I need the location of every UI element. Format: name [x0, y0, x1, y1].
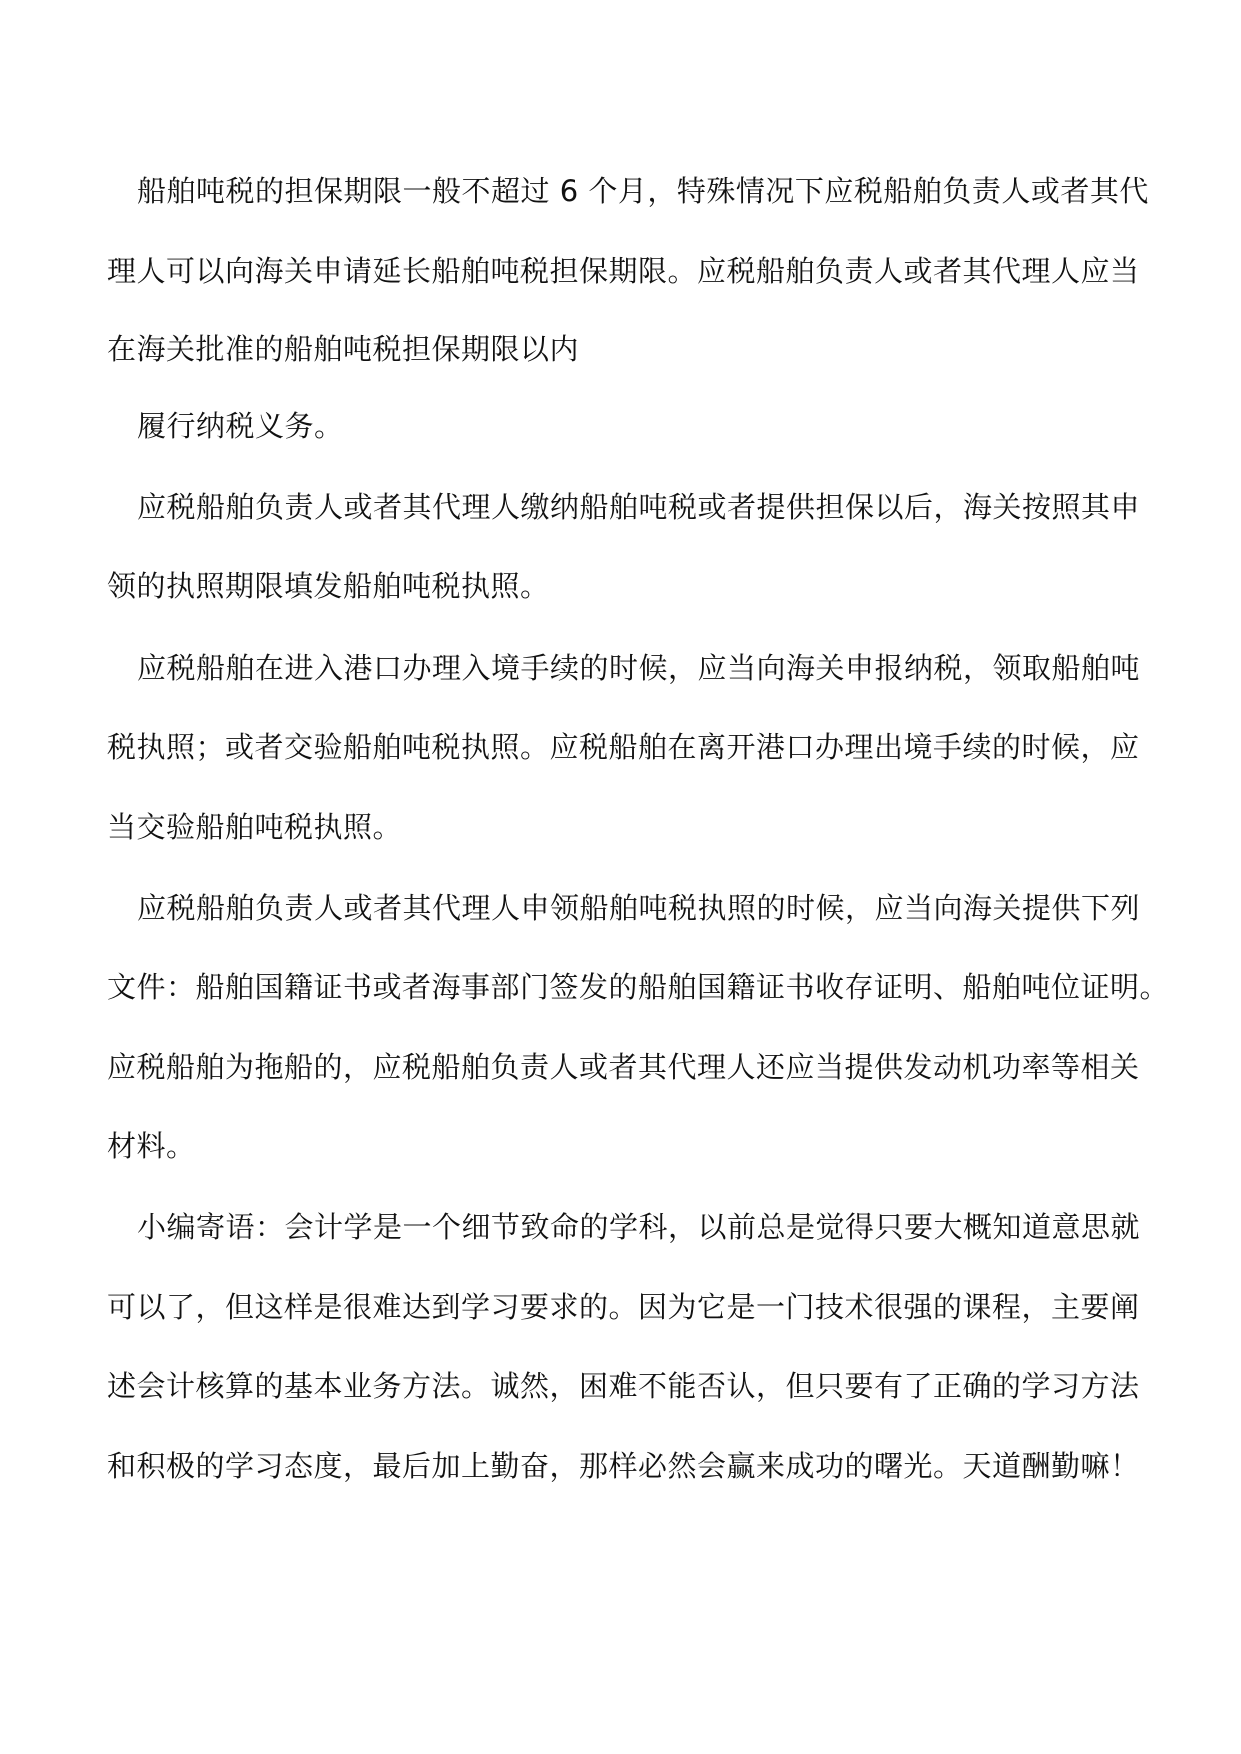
paragraph-6-line-3: 述会计核算的基本业务方法。诚然，困难不能否认，但只要有了正确的学习方法 — [107, 1369, 1140, 1403]
paragraph-6-line-4: 和积极的学习态度，最后加上勤奋，那样必然会赢来成功的曙光。天道酬勤嘛！ — [107, 1449, 1140, 1483]
paragraph-5-line-3: 应税船舶为拖船的，应税船舶负责人或者其代理人还应当提供发动机功率等相关 — [107, 1050, 1140, 1084]
paragraph-5-line-1: 应税船舶负责人或者其代理人申领船舶吨税执照的时候，应当向海关提供下列 — [137, 891, 1141, 925]
paragraph-3-line-1: 应税船舶负责人或者其代理人缴纳船舶吨税或者提供担保以后，海关按照其申 — [137, 490, 1141, 524]
paragraph-4-line-3: 当交验船舶吨税执照。 — [107, 810, 403, 844]
paragraph-3-line-2: 领的执照期限填发船舶吨税执照。 — [107, 569, 550, 603]
paragraph-6-line-2: 可以了，但这样是很难达到学习要求的。因为它是一门技术很强的课程，主要阐 — [107, 1290, 1140, 1324]
paragraph-2-line-1: 履行纳税义务。 — [137, 409, 344, 443]
paragraph-1-line-2: 理人可以向海关申请延长船舶吨税担保期限。应税船舶负责人或者其代理人应当 — [107, 254, 1140, 288]
paragraph-4-line-1: 应税船舶在进入港口办理入境手续的时候，应当向海关申报纳税，领取船舶吨 — [137, 651, 1141, 685]
paragraph-5-line-2: 文件：船舶国籍证书或者海事部门签发的船舶国籍证书收存证明、船舶吨位证明。 — [107, 970, 1170, 1004]
paragraph-6-line-1: 小编寄语：会计学是一个细节致命的学科，以前总是觉得只要大概知道意思就 — [137, 1210, 1141, 1244]
paragraph-4-line-2: 税执照；或者交验船舶吨税执照。应税船舶在离开港口办理出境手续的时候，应 — [107, 730, 1140, 764]
paragraph-5-line-4: 材料。 — [107, 1129, 196, 1163]
paragraph-1-line-1: 船舶吨税的担保期限一般不超过 6 个月，特殊情况下应税船舶负责人或者其代 — [137, 174, 1149, 208]
paragraph-1-line-3: 在海关批准的船舶吨税担保期限以内 — [107, 332, 580, 366]
